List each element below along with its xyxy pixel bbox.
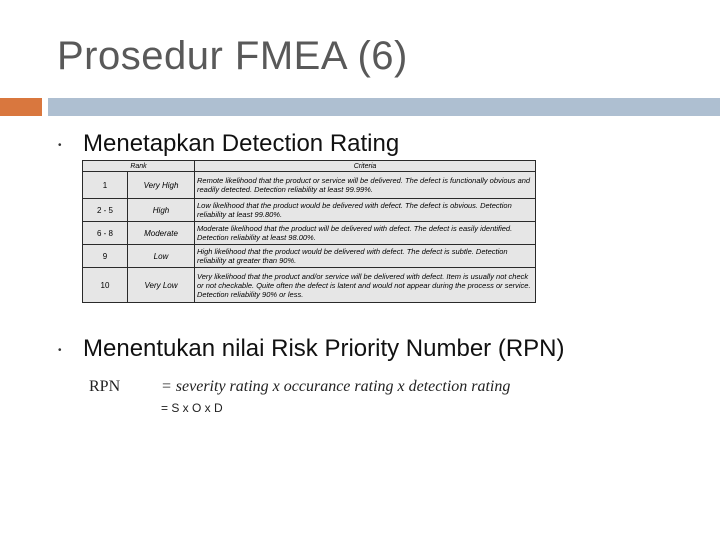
bullet-rpn: Menentukan nilai Risk Priority Number (RPN) xyxy=(83,335,565,362)
rank-cell: 2 - 5 xyxy=(83,199,128,222)
level-cell: Moderate xyxy=(128,222,195,245)
accent-bar-blue xyxy=(48,98,720,116)
level-cell: Very High xyxy=(128,172,195,199)
rpn-formula: = severity rating x occurance rating x detection rating xyxy=(161,378,511,395)
level-cell: Very Low xyxy=(128,268,195,303)
table-row xyxy=(83,199,536,222)
criteria-cell: Remote likelihood that the product or service will be delivered. The defect is functionally obvious and readily detected. Detection reliability at least 99.99%. xyxy=(195,172,536,199)
table-row xyxy=(83,172,536,199)
criteria-cell: Very likelihood that the product and/or service will be delivered with defect. Item is usually not check or not checkable. Quite often the defect is latent and would not appear during the process or service. Detection reliability 90% or less. xyxy=(195,268,536,303)
table-row xyxy=(83,268,536,303)
table-header-criteria: Criteria xyxy=(195,161,536,172)
bullet-detection-rating: Menetapkan Detection Rating xyxy=(83,130,400,157)
table-row xyxy=(83,245,536,268)
table-row xyxy=(83,222,536,245)
slide-title: Prosedur FMEA (6) xyxy=(57,34,408,78)
detection-rating-table xyxy=(82,160,536,302)
criteria-cell: High likelihood that the product would be delivered with defect. The defect is subtle. Detection reliability at greater than 90%. xyxy=(195,245,536,268)
rank-cell: 6 - 8 xyxy=(83,222,128,245)
rpn-formula-short: = S x O x D xyxy=(161,401,223,415)
level-cell: Low xyxy=(128,245,195,268)
accent-bar-orange xyxy=(0,98,42,116)
rank-cell: 1 xyxy=(83,172,128,199)
rank-cell: 9 xyxy=(83,245,128,268)
rank-cell: 10 xyxy=(83,268,128,303)
criteria-cell: Moderate likelihood that the product will be delivered with defect. The defect is easily identified. Detection reliability at least 98.00%. xyxy=(195,222,536,245)
bullet-marker: • xyxy=(58,140,62,151)
table-header-rank: Rank xyxy=(83,161,195,172)
criteria-cell: Low likelihood that the product would be delivered with defect. The defect is obvious. Detection reliability at least 99.80%. xyxy=(195,199,536,222)
level-cell: High xyxy=(128,199,195,222)
bullet-marker: • xyxy=(58,345,62,356)
rpn-label: RPN xyxy=(89,378,121,395)
